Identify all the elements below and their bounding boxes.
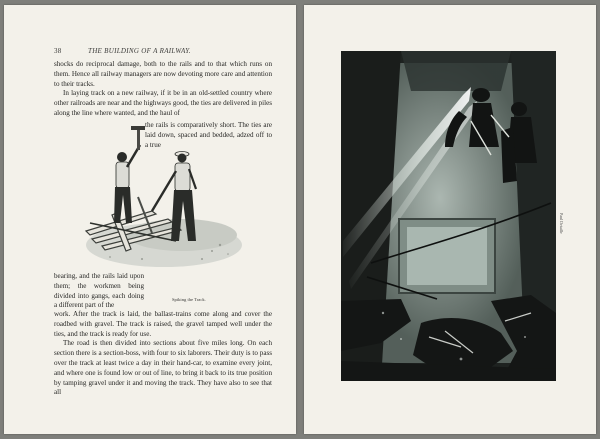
side-text: the rails is comparatively short. The ties are laid down, spaced and bedded, adzed off to a true	[145, 121, 272, 149]
illustration-caption: Spiking the Track.	[172, 297, 206, 302]
paragraph: work. After the track is laid, the ballast-trains come along and cover the roadbed with gravel. The track is raised, the gravel tamped well under the ties, and the track is ready for use.	[54, 310, 272, 338]
right-page	[304, 5, 596, 434]
spiking-track-illustration	[82, 123, 242, 273]
paragraph: In laying track on a new railway, if it be in an old-settled country where other railroads are near and the highways good, the ties are delivered in piles along the line where wanted, and the haul of	[54, 89, 272, 117]
halftone-plate-illustration	[341, 51, 556, 381]
paragraph: shocks do reciprocal damage, both to the rails and to that which runs on them. Hence all railway managers are now devoting more care and attention to their tracks.	[54, 60, 272, 88]
running-title: THE BUILDING OF A RAILWAY.	[88, 47, 191, 55]
wrap-text: bearing, and the rails laid upon them; the workmen being divided into gangs, each doing a different part of the	[54, 272, 144, 310]
paragraph: The road is then divided into sections about five miles long. On each section there is a section-boss, with four to six laborers. Their duty is to pass over the track at least twice a day in their hand-car, to examine every joint, and where one is found low or out of line, to bring it back to its true position by tamping gravel under it and moving the track. They have also to see that all	[54, 339, 272, 397]
page-number: 38	[54, 47, 62, 55]
lower-text	[54, 310, 272, 397]
left-page	[4, 5, 296, 434]
plate-signature: Paul Detaille	[559, 213, 564, 234]
